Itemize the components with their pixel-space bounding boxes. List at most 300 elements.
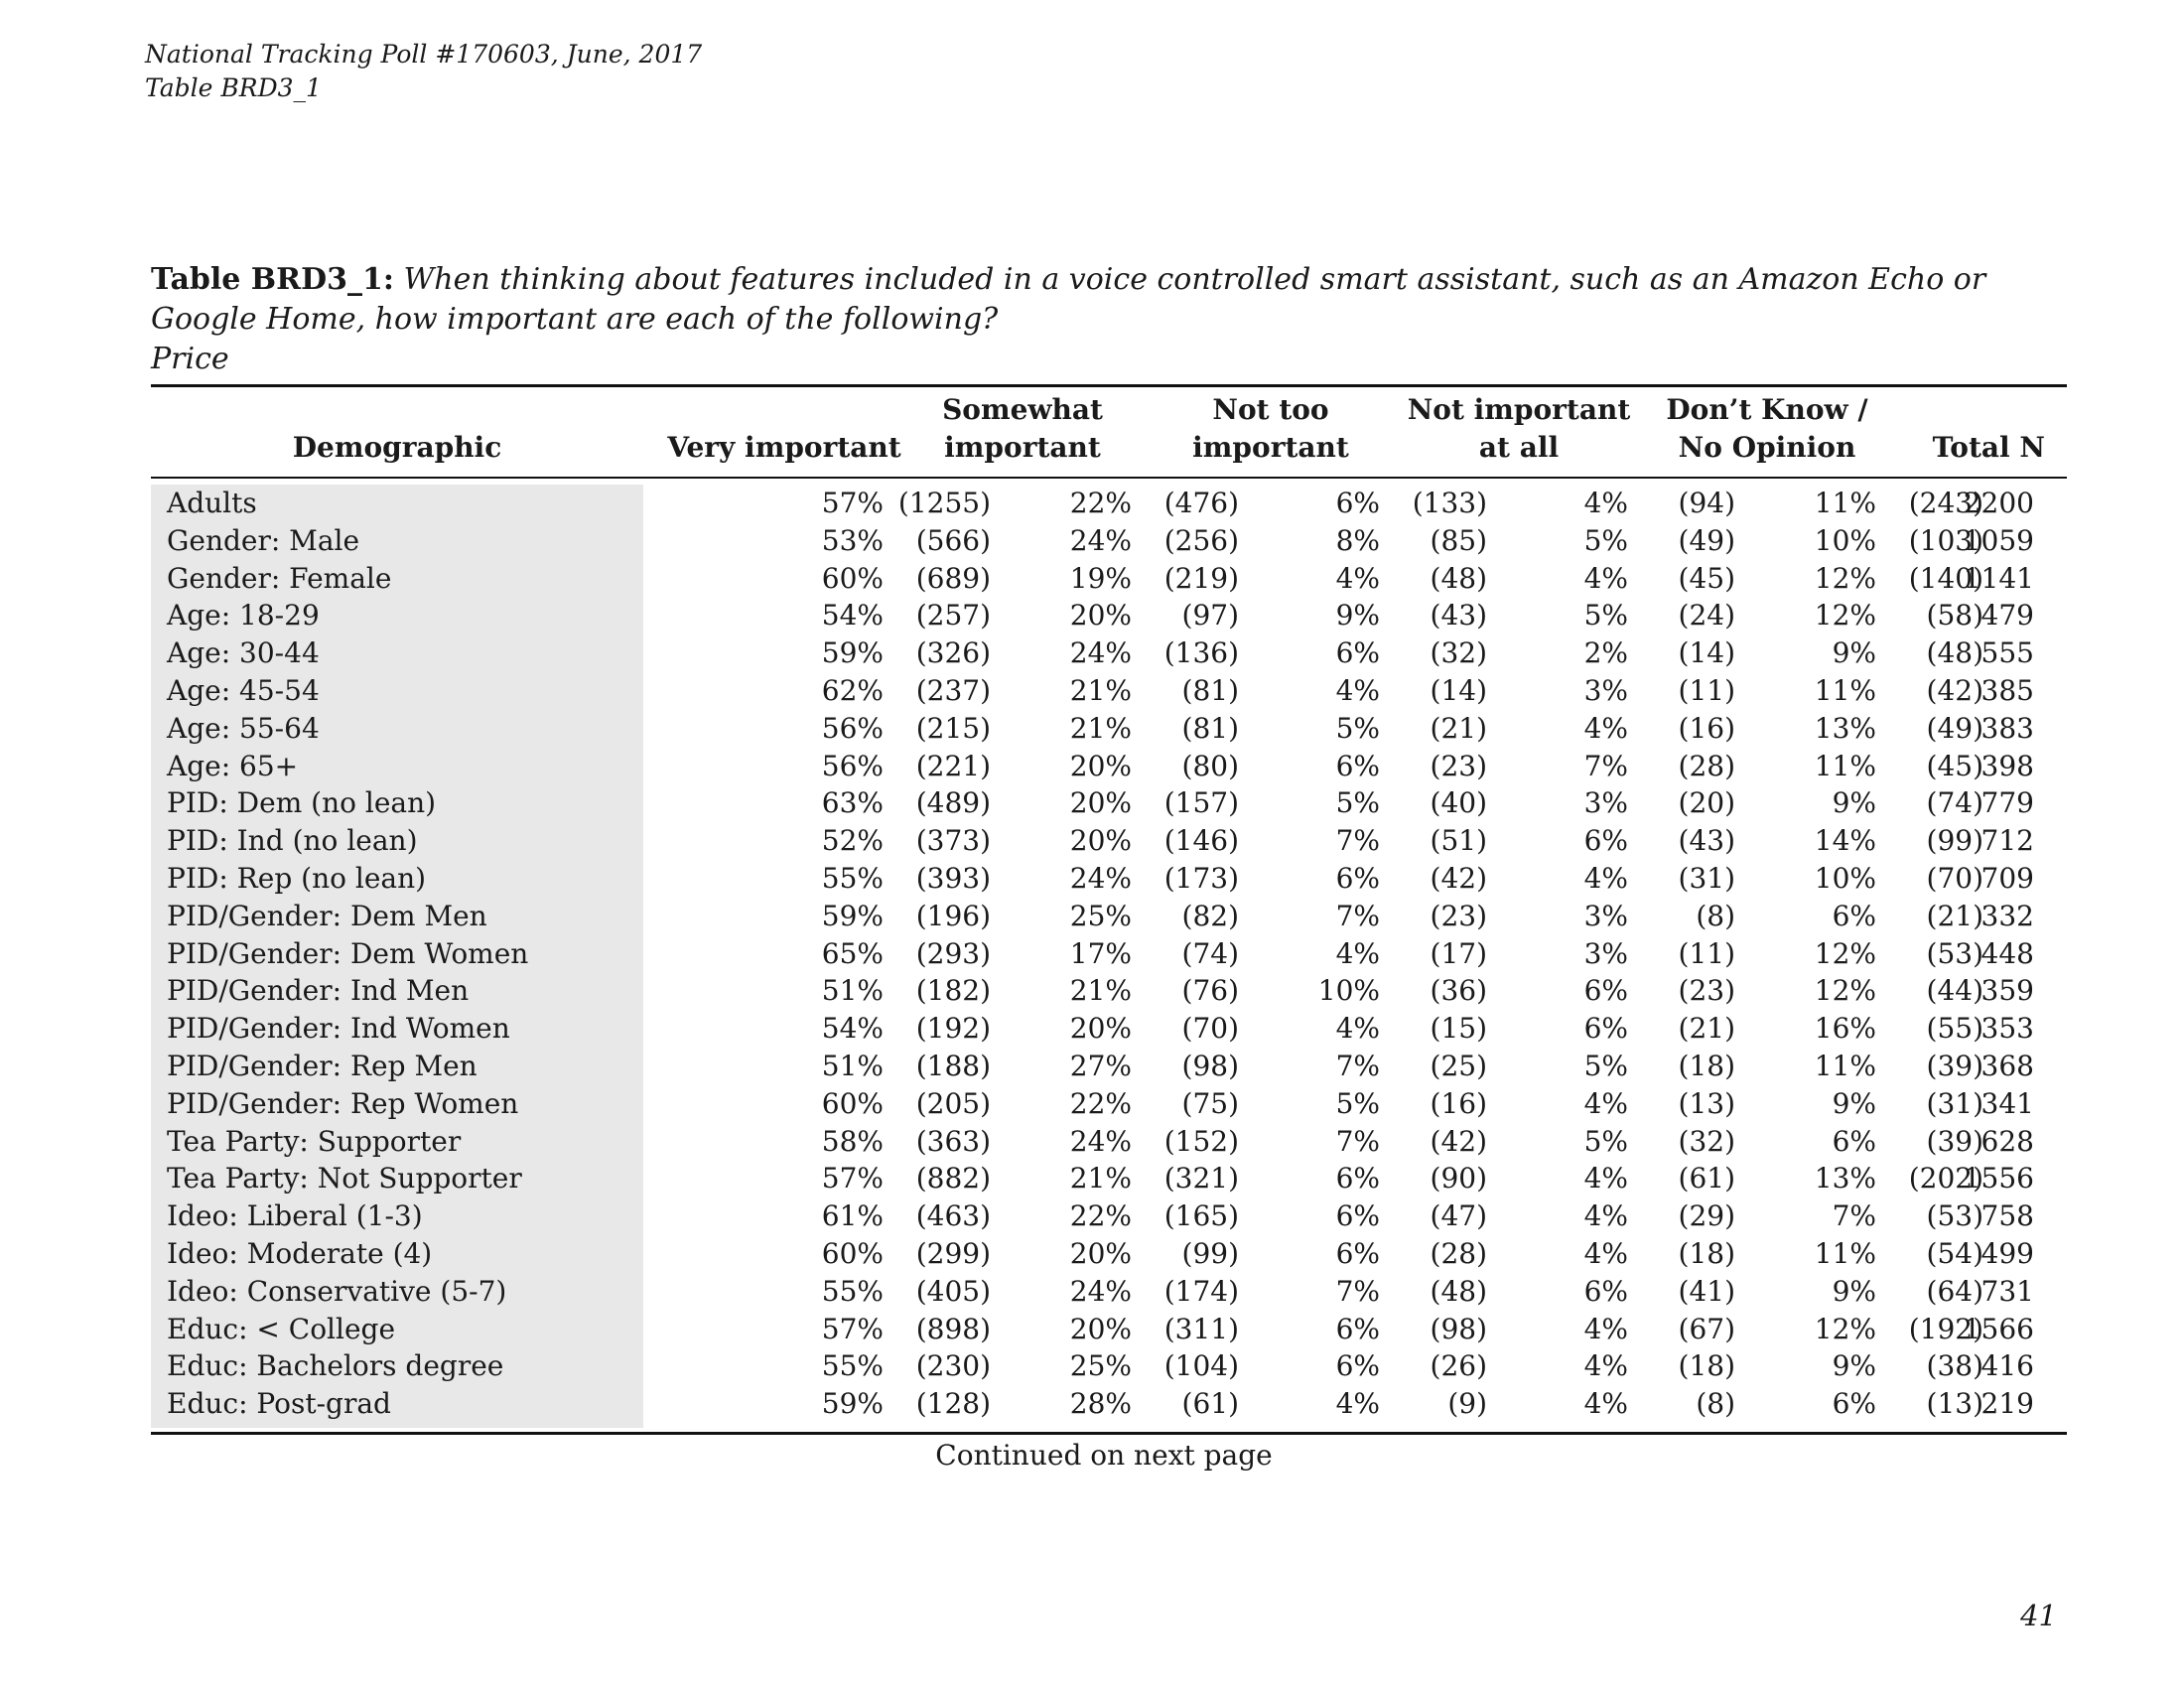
not-important-at-all-pct: 2% [1583, 636, 1628, 670]
table-row [151, 1123, 2067, 1161]
col-header-notimp-line1: Not important [1407, 393, 1631, 426]
not-important-at-all-n: (18) [1678, 1236, 1735, 1270]
somewhat-important-n: (136) [1163, 636, 1239, 670]
row-demographic: PID: Ind (no lean) [167, 824, 418, 858]
not-important-at-all-pct: 3% [1583, 786, 1628, 820]
not-important-at-all-pct: 4% [1583, 1199, 1628, 1233]
dont-know-pct: 11% [1814, 1049, 1876, 1082]
total-n: 709 [1980, 861, 2034, 895]
total-n: 712 [1980, 824, 2034, 858]
not-important-at-all-pct: 5% [1583, 599, 1628, 633]
dont-know-n: (45) [1926, 749, 1983, 782]
somewhat-important-n: (97) [1181, 599, 1239, 633]
not-important-at-all-pct: 4% [1583, 1086, 1628, 1120]
very-important-n: (405) [915, 1274, 991, 1308]
dont-know-pct: 12% [1814, 599, 1876, 633]
not-important-at-all-n: (11) [1678, 673, 1735, 707]
not-too-important-n: (28) [1430, 1236, 1487, 1270]
not-important-at-all-n: (11) [1678, 936, 1735, 970]
dont-know-n: (31) [1926, 1086, 1983, 1120]
not-important-at-all-n: (28) [1678, 749, 1735, 782]
total-n: 385 [1980, 673, 2034, 707]
somewhat-important-n: (165) [1163, 1199, 1239, 1233]
table-reference: Table BRD3_1 [145, 73, 322, 102]
table-row [151, 485, 2067, 522]
not-important-at-all-n: (67) [1678, 1312, 1735, 1345]
somewhat-important-n: (476) [1163, 487, 1239, 519]
dont-know-n: (49) [1926, 711, 1983, 745]
very-important-n: (326) [915, 636, 991, 670]
not-too-important-pct: 6% [1335, 1162, 1380, 1196]
row-demographic: Ideo: Conservative (5-7) [167, 1274, 507, 1308]
very-important-pct: 59% [821, 899, 884, 932]
very-important-pct: 59% [821, 636, 884, 670]
very-important-pct: 63% [821, 786, 884, 820]
col-header-dk-line1: Don’t Know / [1666, 393, 1868, 426]
very-important-pct: 51% [821, 1049, 884, 1082]
somewhat-important-pct: 22% [1069, 487, 1132, 519]
not-important-at-all-pct: 3% [1583, 899, 1628, 932]
dont-know-pct: 13% [1814, 711, 1876, 745]
row-demographic: Educ: Bachelors degree [167, 1349, 504, 1383]
very-important-n: (215) [915, 711, 991, 745]
row-demographic: Age: 18-29 [167, 599, 320, 633]
table-body [151, 485, 2067, 1423]
not-too-important-n: (98) [1430, 1312, 1487, 1345]
somewhat-important-n: (82) [1181, 899, 1239, 932]
total-n: 758 [1980, 1199, 2034, 1233]
not-too-important-pct: 5% [1335, 1086, 1380, 1120]
not-important-at-all-n: (16) [1678, 711, 1735, 745]
not-too-important-n: (23) [1430, 899, 1487, 932]
row-demographic: Tea Party: Not Supporter [167, 1162, 522, 1196]
row-demographic: PID/Gender: Ind Women [167, 1012, 510, 1046]
not-important-at-all-n: (61) [1678, 1162, 1735, 1196]
total-n: 368 [1980, 1049, 2034, 1082]
not-important-at-all-pct: 4% [1583, 1349, 1628, 1383]
somewhat-important-n: (311) [1163, 1312, 1239, 1345]
row-demographic: PID/Gender: Dem Women [167, 936, 529, 970]
row-demographic: Age: 55-64 [167, 711, 320, 745]
total-n: 1059 [1963, 523, 2034, 557]
very-important-pct: 60% [821, 1236, 884, 1270]
very-important-pct: 61% [821, 1199, 884, 1233]
col-header-dk-line2: No Opinion [1678, 431, 1856, 464]
total-n: 779 [1980, 786, 2034, 820]
dont-know-pct: 11% [1814, 673, 1876, 707]
table-title [151, 260, 2067, 379]
somewhat-important-n: (81) [1181, 711, 1239, 745]
very-important-n: (566) [915, 523, 991, 557]
very-important-pct: 55% [821, 1349, 884, 1383]
table-row [151, 560, 2067, 598]
dont-know-n: (103) [1908, 523, 1983, 557]
col-header-nottoo-line1: Not too [1212, 393, 1329, 426]
dont-know-pct: 7% [1832, 1199, 1876, 1233]
table-row [151, 935, 2067, 973]
not-important-at-all-pct: 7% [1583, 749, 1628, 782]
not-too-important-pct: 7% [1335, 899, 1380, 932]
very-important-pct: 59% [821, 1387, 884, 1421]
total-n: 2200 [1963, 487, 2034, 519]
very-important-pct: 56% [821, 749, 884, 782]
very-important-n: (293) [915, 936, 991, 970]
not-too-important-pct: 6% [1335, 636, 1380, 670]
not-too-important-pct: 6% [1335, 1199, 1380, 1233]
not-too-important-pct: 4% [1335, 673, 1380, 707]
dont-know-pct: 14% [1814, 824, 1876, 858]
somewhat-important-pct: 20% [1069, 599, 1132, 633]
very-important-pct: 55% [821, 861, 884, 895]
not-too-important-pct: 6% [1335, 1312, 1380, 1345]
dont-know-n: (99) [1926, 824, 1983, 858]
dont-know-pct: 10% [1814, 861, 1876, 895]
not-important-at-all-pct: 4% [1583, 1312, 1628, 1345]
not-too-important-n: (40) [1430, 786, 1487, 820]
somewhat-important-n: (76) [1181, 974, 1239, 1008]
total-n: 353 [1980, 1012, 2034, 1046]
table-row [151, 860, 2067, 898]
col-header-nottoo-line2: important [1192, 431, 1349, 464]
dont-know-n: (202) [1908, 1162, 1983, 1196]
not-important-at-all-pct: 4% [1583, 1236, 1628, 1270]
col-header-somewhat-line1: Somewhat [942, 393, 1103, 426]
somewhat-important-n: (75) [1181, 1086, 1239, 1120]
total-n: 1556 [1963, 1162, 2034, 1196]
table-row [151, 522, 2067, 560]
not-important-at-all-pct: 4% [1583, 711, 1628, 745]
dont-know-n: (53) [1926, 936, 1983, 970]
very-important-n: (230) [915, 1349, 991, 1383]
dont-know-n: (74) [1926, 786, 1983, 820]
not-important-at-all-pct: 4% [1583, 487, 1628, 519]
table-row [151, 1311, 2067, 1348]
total-n: 341 [1980, 1086, 2034, 1120]
very-important-n: (393) [915, 861, 991, 895]
somewhat-important-n: (152) [1163, 1124, 1239, 1158]
dont-know-pct: 12% [1814, 561, 1876, 595]
very-important-n: (689) [915, 561, 991, 595]
not-important-at-all-pct: 4% [1583, 561, 1628, 595]
very-important-n: (898) [915, 1312, 991, 1345]
somewhat-important-pct: 20% [1069, 1236, 1132, 1270]
very-important-n: (188) [915, 1049, 991, 1082]
not-important-at-all-n: (24) [1678, 599, 1735, 633]
somewhat-important-pct: 17% [1069, 936, 1132, 970]
dont-know-pct: 12% [1814, 974, 1876, 1008]
dont-know-n: (55) [1926, 1012, 1983, 1046]
very-important-pct: 54% [821, 599, 884, 633]
dont-know-pct: 9% [1832, 1086, 1876, 1120]
somewhat-important-n: (146) [1163, 824, 1239, 858]
somewhat-important-n: (61) [1181, 1387, 1239, 1421]
dont-know-pct: 9% [1832, 1349, 1876, 1383]
dont-know-n: (192) [1908, 1312, 1983, 1345]
total-n: 1566 [1963, 1312, 2034, 1345]
table-question: When thinking about features included in a voice controlled smart assistant, such as an Amazon Echo or Google Home, how important are each of the following? [151, 262, 1986, 337]
dont-know-pct: 9% [1832, 636, 1876, 670]
table-row [151, 1385, 2067, 1423]
very-important-n: (882) [915, 1162, 991, 1196]
very-important-pct: 65% [821, 936, 884, 970]
not-too-important-n: (23) [1430, 749, 1487, 782]
very-important-n: (363) [915, 1124, 991, 1158]
table-row [151, 634, 2067, 672]
somewhat-important-pct: 28% [1069, 1387, 1132, 1421]
dont-know-pct: 11% [1814, 1236, 1876, 1270]
row-demographic: Age: 45-54 [167, 673, 320, 707]
somewhat-important-n: (104) [1163, 1349, 1239, 1383]
somewhat-important-pct: 25% [1069, 1349, 1132, 1383]
dont-know-pct: 12% [1814, 936, 1876, 970]
very-important-pct: 60% [821, 1086, 884, 1120]
not-too-important-pct: 5% [1335, 711, 1380, 745]
not-important-at-all-pct: 4% [1583, 1162, 1628, 1196]
very-important-pct: 60% [821, 561, 884, 595]
not-important-at-all-pct: 3% [1583, 936, 1628, 970]
very-important-pct: 56% [821, 711, 884, 745]
row-demographic: PID/Gender: Ind Men [167, 974, 470, 1008]
col-header-very-important: Very important [667, 431, 901, 464]
not-too-important-n: (15) [1430, 1012, 1487, 1046]
table-row [151, 1347, 2067, 1385]
not-important-at-all-n: (8) [1696, 1387, 1735, 1421]
somewhat-important-n: (219) [1163, 561, 1239, 595]
very-important-n: (489) [915, 786, 991, 820]
table-subtitle: Price [151, 342, 229, 376]
not-important-at-all-pct: 3% [1583, 673, 1628, 707]
somewhat-important-pct: 21% [1069, 974, 1132, 1008]
dont-know-n: (21) [1926, 899, 1983, 932]
somewhat-important-pct: 20% [1069, 1312, 1132, 1345]
dont-know-pct: 6% [1832, 1387, 1876, 1421]
not-important-at-all-n: (43) [1678, 824, 1735, 858]
somewhat-important-n: (81) [1181, 673, 1239, 707]
row-demographic: Age: 65+ [167, 749, 299, 782]
dont-know-pct: 11% [1814, 487, 1876, 519]
table-row [151, 1010, 2067, 1048]
not-important-at-all-pct: 6% [1583, 974, 1628, 1008]
dont-know-pct: 16% [1814, 1012, 1876, 1046]
not-important-at-all-n: (21) [1678, 1012, 1735, 1046]
not-too-important-n: (90) [1430, 1162, 1487, 1196]
somewhat-important-pct: 25% [1069, 899, 1132, 932]
not-important-at-all-n: (14) [1678, 636, 1735, 670]
not-important-at-all-n: (8) [1696, 899, 1735, 932]
not-important-at-all-n: (23) [1678, 974, 1735, 1008]
not-too-important-pct: 4% [1335, 1012, 1380, 1046]
very-important-pct: 54% [821, 1012, 884, 1046]
very-important-pct: 52% [821, 824, 884, 858]
total-n: 628 [1980, 1124, 2034, 1158]
total-n: 448 [1980, 936, 2034, 970]
not-too-important-pct: 7% [1335, 1274, 1380, 1308]
not-important-at-all-n: (13) [1678, 1086, 1735, 1120]
col-header-demographic: Demographic [292, 431, 502, 464]
not-important-at-all-n: (49) [1678, 523, 1735, 557]
dont-know-n: (48) [1926, 636, 1983, 670]
very-important-n: (205) [915, 1086, 991, 1120]
table-row [151, 1235, 2067, 1273]
dont-know-n: (70) [1926, 861, 1983, 895]
table-row [151, 1048, 2067, 1085]
total-n: 479 [1980, 599, 2034, 633]
not-important-at-all-n: (18) [1678, 1049, 1735, 1082]
row-demographic: Educ: Post-grad [167, 1387, 391, 1421]
document-header [145, 38, 702, 105]
row-demographic: PID: Dem (no lean) [167, 786, 437, 820]
row-demographic: Educ: < College [167, 1312, 396, 1345]
table-row [151, 972, 2067, 1010]
not-too-important-n: (42) [1430, 1124, 1487, 1158]
very-important-n: (221) [915, 749, 991, 782]
not-too-important-n: (32) [1430, 636, 1487, 670]
not-important-at-all-n: (32) [1678, 1124, 1735, 1158]
page-number: 41 [2020, 1599, 2057, 1632]
not-too-important-pct: 6% [1335, 861, 1380, 895]
very-important-n: (373) [915, 824, 991, 858]
not-too-important-n: (43) [1430, 599, 1487, 633]
somewhat-important-n: (256) [1163, 523, 1239, 557]
somewhat-important-pct: 21% [1069, 711, 1132, 745]
somewhat-important-n: (74) [1181, 936, 1239, 970]
not-important-at-all-pct: 5% [1583, 523, 1628, 557]
header-rule [151, 477, 2067, 479]
somewhat-important-pct: 24% [1069, 1124, 1132, 1158]
very-important-n: (192) [915, 1012, 991, 1046]
table-row [151, 1085, 2067, 1123]
row-demographic: PID/Gender: Rep Women [167, 1086, 519, 1120]
col-header-somewhat-important [913, 391, 1132, 467]
table-row [151, 748, 2067, 785]
somewhat-important-pct: 21% [1069, 1162, 1132, 1196]
table-row [151, 597, 2067, 634]
table-row [151, 1160, 2067, 1197]
somewhat-important-n: (70) [1181, 1012, 1239, 1046]
dont-know-pct: 12% [1814, 1312, 1876, 1345]
row-demographic: Gender: Female [167, 561, 392, 595]
not-important-at-all-pct: 6% [1583, 1274, 1628, 1308]
not-too-important-n: (51) [1430, 824, 1487, 858]
dont-know-pct: 9% [1832, 1274, 1876, 1308]
somewhat-important-n: (173) [1163, 861, 1239, 895]
not-too-important-n: (36) [1430, 974, 1487, 1008]
table-row [151, 672, 2067, 710]
not-important-at-all-pct: 5% [1583, 1049, 1628, 1082]
not-too-important-n: (9) [1447, 1387, 1487, 1421]
dont-know-n: (38) [1926, 1349, 1983, 1383]
dont-know-pct: 11% [1814, 749, 1876, 782]
row-demographic: Tea Party: Supporter [167, 1124, 462, 1158]
not-too-important-n: (26) [1430, 1349, 1487, 1383]
row-demographic: PID/Gender: Rep Men [167, 1049, 478, 1082]
dont-know-n: (39) [1926, 1049, 1983, 1082]
somewhat-important-pct: 24% [1069, 1274, 1132, 1308]
not-important-at-all-n: (29) [1678, 1199, 1735, 1233]
dont-know-n: (54) [1926, 1236, 1983, 1270]
row-demographic: Adults [167, 487, 257, 519]
not-too-important-pct: 6% [1335, 1349, 1380, 1383]
very-important-n: (182) [915, 974, 991, 1008]
very-important-n: (257) [915, 599, 991, 633]
total-n: 332 [1980, 899, 2034, 932]
somewhat-important-n: (321) [1163, 1162, 1239, 1196]
somewhat-important-n: (157) [1163, 786, 1239, 820]
dont-know-n: (58) [1926, 599, 1983, 633]
row-demographic: Ideo: Moderate (4) [167, 1236, 433, 1270]
somewhat-important-pct: 20% [1069, 1012, 1132, 1046]
table-row [151, 784, 2067, 822]
total-n: 383 [1980, 711, 2034, 745]
not-too-important-n: (133) [1412, 487, 1487, 519]
dont-know-n: (243) [1908, 487, 1983, 519]
table-title-label: Table BRD3_1: [151, 262, 394, 297]
poll-name: National Tracking Poll #170603, June, 2017 [145, 40, 703, 69]
not-important-at-all-pct: 6% [1583, 1012, 1628, 1046]
col-header-somewhat-line2: important [944, 431, 1101, 464]
very-important-pct: 55% [821, 1274, 884, 1308]
somewhat-important-pct: 24% [1069, 636, 1132, 670]
row-demographic: Ideo: Liberal (1-3) [167, 1199, 423, 1233]
not-too-important-n: (85) [1430, 523, 1487, 557]
not-important-at-all-n: (20) [1678, 786, 1735, 820]
not-too-important-n: (14) [1430, 673, 1487, 707]
not-too-important-pct: 7% [1335, 1124, 1380, 1158]
not-too-important-n: (25) [1430, 1049, 1487, 1082]
dont-know-n: (44) [1926, 974, 1983, 1008]
total-n: 499 [1980, 1236, 2034, 1270]
very-important-pct: 51% [821, 974, 884, 1008]
row-demographic: Gender: Male [167, 523, 360, 557]
total-n: 731 [1980, 1274, 2034, 1308]
not-important-at-all-n: (94) [1678, 487, 1735, 519]
not-too-important-pct: 7% [1335, 1049, 1380, 1082]
not-too-important-pct: 10% [1317, 974, 1380, 1008]
continued-note: Continued on next page [935, 1439, 1273, 1472]
table-row [151, 710, 2067, 748]
not-important-at-all-n: (45) [1678, 561, 1735, 595]
very-important-pct: 57% [821, 487, 884, 519]
dont-know-n: (53) [1926, 1199, 1983, 1233]
not-too-important-pct: 5% [1335, 786, 1380, 820]
very-important-n: (128) [915, 1387, 991, 1421]
total-n: 555 [1980, 636, 2034, 670]
total-n: 219 [1980, 1387, 2034, 1421]
somewhat-important-pct: 24% [1069, 861, 1132, 895]
col-header-total-n: Total N [1932, 431, 2045, 464]
very-important-pct: 58% [821, 1124, 884, 1158]
table-row [151, 1273, 2067, 1311]
not-important-at-all-n: (31) [1678, 861, 1735, 895]
not-too-important-pct: 6% [1335, 1236, 1380, 1270]
dont-know-pct: 6% [1832, 1124, 1876, 1158]
very-important-pct: 62% [821, 673, 884, 707]
somewhat-important-pct: 27% [1069, 1049, 1132, 1082]
col-header-not-important-at-all [1400, 391, 1638, 467]
somewhat-important-pct: 20% [1069, 786, 1132, 820]
not-too-important-pct: 6% [1335, 487, 1380, 519]
col-header-not-too-important [1161, 391, 1380, 467]
very-important-pct: 53% [821, 523, 884, 557]
not-important-at-all-pct: 4% [1583, 1387, 1628, 1421]
somewhat-important-n: (174) [1163, 1274, 1239, 1308]
dont-know-n: (39) [1926, 1124, 1983, 1158]
not-too-important-n: (48) [1430, 1274, 1487, 1308]
not-important-at-all-pct: 4% [1583, 861, 1628, 895]
not-too-important-n: (47) [1430, 1199, 1487, 1233]
not-too-important-n: (21) [1430, 711, 1487, 745]
not-too-important-pct: 4% [1335, 1387, 1380, 1421]
